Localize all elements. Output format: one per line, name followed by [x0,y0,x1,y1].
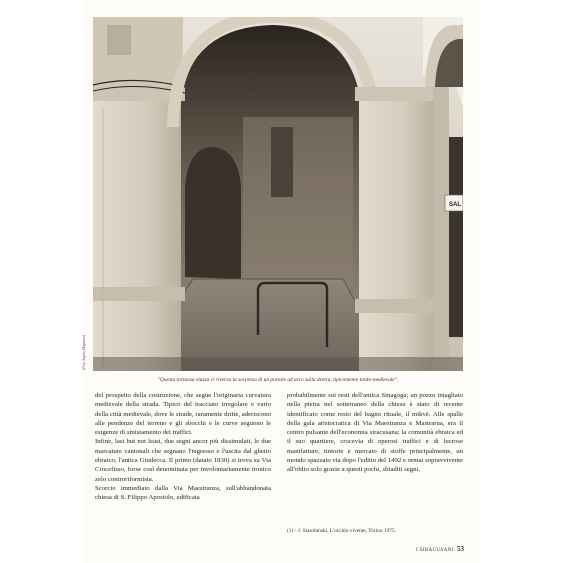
photo-caption: "Questa tortuosa viuzza ci riserva la sorpresa di un portale ad arco sulla destra, tipicamente tardo-medievale". [157,377,399,383]
paragraph: Scorcio immediato dalla Via Maestranza, sull'abbandonata chiesa di S. Filippo Apostolo, edificata [95,484,271,502]
footnote: (1) - J. Starobinski, L'occhio vivente, Torino 1975. [287,528,397,534]
page-number: 53 [457,545,464,553]
page-folio [404,545,464,553]
paragraph: Infine, last but not least, due segni ancor più dissimulati, le due marcature cantonali che segnano l'ingresso e l'uscita dal ghetto ebraico, l'antica Giudecca. Il primo (datato 1830) si trova su Via Crocefisso, forse così denominata per involontariamente ironico zelo controriformista. [95,438,271,483]
street-sign-text: SAL [449,202,461,208]
arch-illustration [93,17,463,371]
photo-credit: (Foto Angelo Magnano) [82,335,86,370]
paragraph: probabilmente sui resti dell'antica Sinagoga; un pozzo intagliato nella pietra nel sotterraneo della chiesa è stato di recente identificato come resto del bagno rituale, il mikvè. Alle spalle della gala aristocratica di Via Maestranza e Mastrarua, era il centro pulsante dell'economia siracusana; la comunità ebraica ed il suo quartiere, crocevia di operosi traffici e di lucrose manifatture, tintorie e mercato di stoffe principalmente, un mondo spazzato via dopo l'editto del 1492 e ormai sopravvivente all'oblio solo grazie a questi pochi, sbiaditi segni. [287,392,463,474]
street-arch-photo [93,17,463,371]
paragraph: del prospetto della costruzione, che segue l'originaria curvatura medievale della strada. Tipico del tracciato irregolare e vario della città medievale, dove le strade, raramente dritte, aderiscono alle pendenze del terreno e gli sbocchi e le curve seguono le esigenze di smistamento dei traffici. [95,392,271,437]
article-right-column [287,391,463,475]
magazine-name: I SIRACUSANI [415,547,454,553]
article-left-column [95,391,271,503]
